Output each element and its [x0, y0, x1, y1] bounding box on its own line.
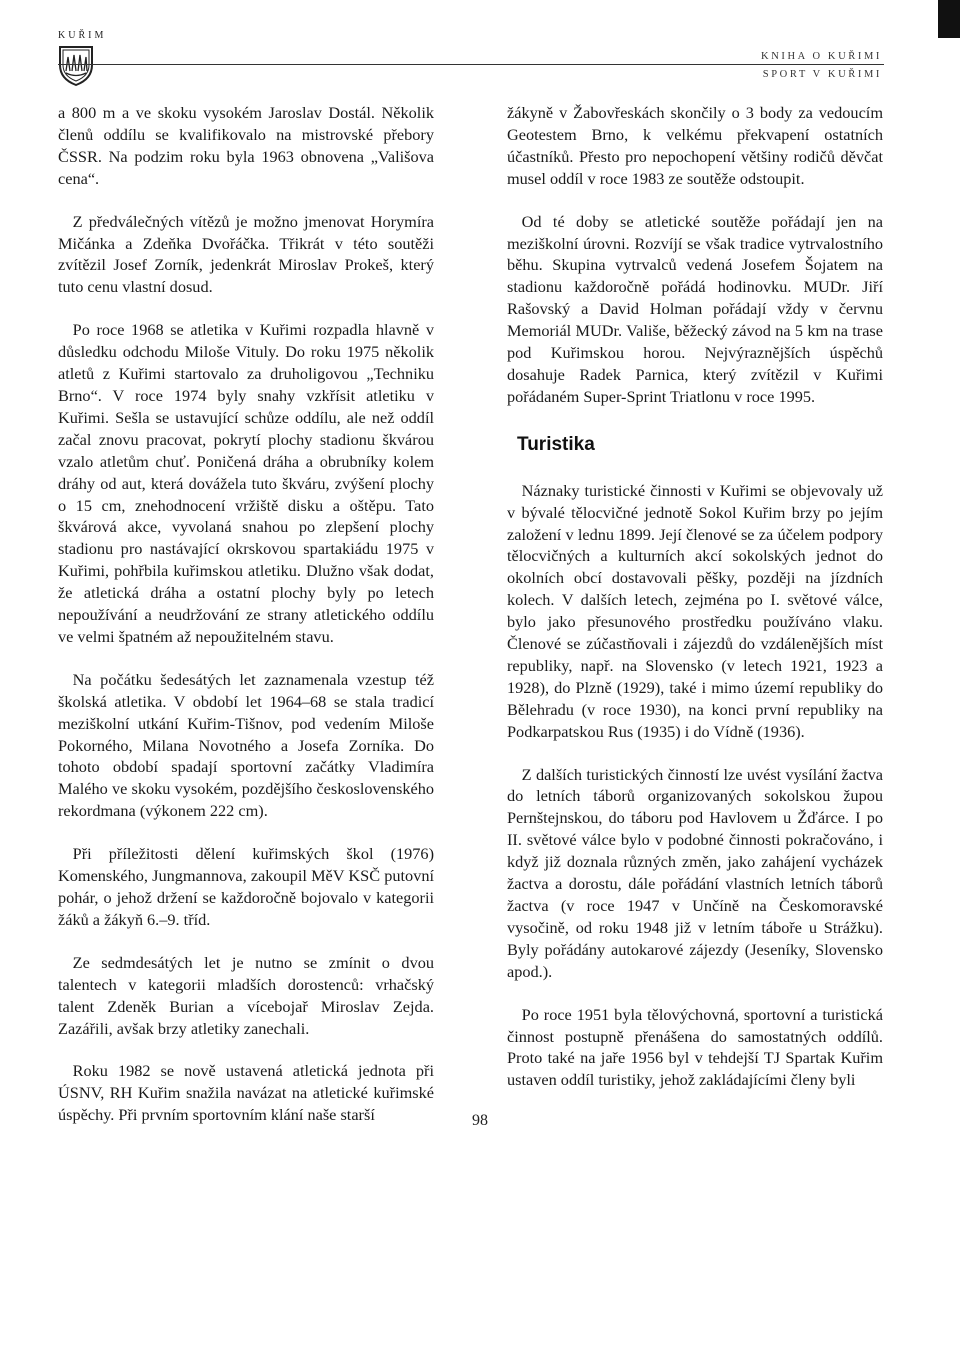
left-column	[58, 102, 434, 1147]
paragraph: a 800 m a ve skoku vysokém Jaroslav Dostál. Několik členů oddílu se kvalifikovalo na mistrovské přebory ČSSR. Na podzim roku byla 1963 obnovena „Vališova cena“.	[58, 103, 434, 188]
paragraph: Z předválečných vítězů je možno jmenovat Horymíra Mičánka a Zdeňka Dvořáčka. Třikrát v této soutěži zvítězil Josef Zorník, jedenkrát Miroslav Prokeš, který tuto cenu vlastní dosud.	[58, 211, 434, 297]
scan-corner-mark	[938, 0, 960, 38]
header-rule	[58, 64, 884, 65]
running-head-chapter: SPORT V KUŘIMI	[762, 69, 882, 80]
paragraph: Náznaky turistické činnosti v Kuřimi se objevovaly už v bývalé tělocvičné jednotě Sokol Kuřim brzy po jejím založení v lednu 1899. Její členové se za účelem podpory tělocvičných a kulturních akcí sokolských jednot do okolních obcí dostavovali pěšky, později na jízdních kolech. V dalších letech, zejména po I. světové válce, bylo jako přesunového prostředku používáno vlaku. Členové se zúčastňovali i zájezdů do vzdálenějších míst republiky, např. na Slovensko (v letech 1921, 1923 a 1928), do Plzně (1929), také i mimo území republiky do Bělehradu (v roce 1930), na konci první republiky na Podkarpatskou Rus (1935) i do Vídně (1936).	[507, 480, 883, 741]
coat-of-arms-icon	[58, 45, 94, 87]
running-head-book: KNIHA O KUŘIMI	[761, 51, 882, 62]
paragraph: Na počátku šedesátých let zaznamenala vzestup též školská atletika. V období let 1964–68 se stala tradicí meziškolní utkání Kuřim-Tišnov, pod vedením Miloše Pokorného, Milana Novotného a Josefa Zorníka. Do tohoto období spadají sportovní začátky Vladimíra Malého ve skoku vysokém, pozdějšího československého rekordmana (výkonem 222 cm).	[58, 669, 434, 821]
paragraph: Z dalších turistických činností lze uvést vysílání žactva do letních táborů organizovaných sokolskou župou Pernštejnskou, do táboru pod Havlovem u Žďárce. I po II. světové válce bylo v podobné činnosti pokračováno, i když již doznala různých změn, jako zahájení vycházek žactva a dorostu, dále pořádání vlastních letních táborů žactva (v roce 1947 v Unčíně na Českomoravské vysočině, od roku 1948 již v letním táboře u Strážku). Byly pořádány autokarové zájezdy (Jeseníky, Slovensko apod.).	[507, 764, 883, 981]
paragraph: Roku 1982 se nově ustavená atletická jednota při ÚSNV, RH Kuřim snažila navázat na atletické kuřimské úspěchy. Při prvním sportovním klání naše starší	[58, 1061, 434, 1125]
paragraph: Při příležitosti dělení kuřimských škol (1976) Komenského, Jungmannova, zakoupil MěV KSČ putovní pohár, o jehož držení se každoročně bojovalo v kategorii žáků a žákyň 6.–9. tříd.	[58, 844, 434, 929]
paragraph: Od té doby se atletické soutěže pořádají jen na meziškolní úrovni. Rozvíjí se však tradice vytrvalostního běhu. Skupina vytrvalců vedená Josefem Šojatem na stadionu každoročně pořádá hodinovku. MUDr. Jiří Rašovský a David Holman pořádají vždy v červnu Memoriál MUDr. Vališe, běžecký závod na 5 km na trase pod Kuřimskou horou. Nejvýraznějších úspěchů dosahuje Radek Parnica, který zvítězil v Kuřimi pořádaném Super-Sprint Triatlonu v roce 1995.	[507, 211, 883, 406]
page-number: 98	[472, 1112, 488, 1129]
paragraph: žákyně v Žabovřeskách skončily o 3 body za vedoucím Geotestem Brno, k velkému překvapení ostatních účastníků. Přesto pro nepochopení většiny rodičů děvčat musel oddíl v roce 1983 ze soutěže odstoupit.	[507, 103, 883, 188]
brand-name: KUŘIM	[58, 30, 107, 41]
paragraph: Po roce 1968 se atletika v Kuřimi rozpadla hlavně v důsledku odchodu Miloše Vituly. Do roku 1975 několik atletů z Kuřimi startovalo za druholigovou „Techniku Brno“. V roce 1974 byly snahy vzkřísit atletiku v Kuřimi. Sešla se ustavující schůze oddílu, ale než oddíl začal znovu pracovat, pokrytí plochy stadionu škvárou vzalo atletům chuť. Poničená dráha a obrubníky kolem dráhy od aut, která dovážela tuto škváru, zvýšení plochy o 15 cm, znehodnocení vržiště disku a oštěpu. Tato škvárová akce, vyvolaná snahou po zlepšení plochy stadionu pro nastávající okrskovou spartakiádu 1975 v Kuřimi, pohřbila kuřimskou atletiku. Dlužno však dodat, že atletická dráha a ostatní plochy byly po letech nepoužívání a neudržování ze strany atletického oddílu ve velmi špatném až nepoužitelném stavu.	[58, 320, 434, 646]
running-head	[761, 48, 882, 84]
paragraph: Po roce 1951 byla tělovýchovná, sportovní a turistická činnost postupně přenášena do samostatných oddílů. Proto také na jaře 1956 byl v tehdejší TJ Spartak Kuřim ustaven oddíl turistiky, jehož zakládajícími členy byli	[507, 1004, 883, 1090]
right-column	[507, 102, 883, 1112]
town-brand	[58, 30, 138, 87]
paragraph: Ze sedmdesátých let je nutno se zmínit o dvou talentech v kategorii mladších dorostenců: vrhačský talent Zdeněk Burian a vícebojař Miroslav Zejda. Zazářili, avšak brzy atletiky zanechali.	[58, 952, 434, 1038]
section-title: Turistika	[517, 433, 595, 455]
